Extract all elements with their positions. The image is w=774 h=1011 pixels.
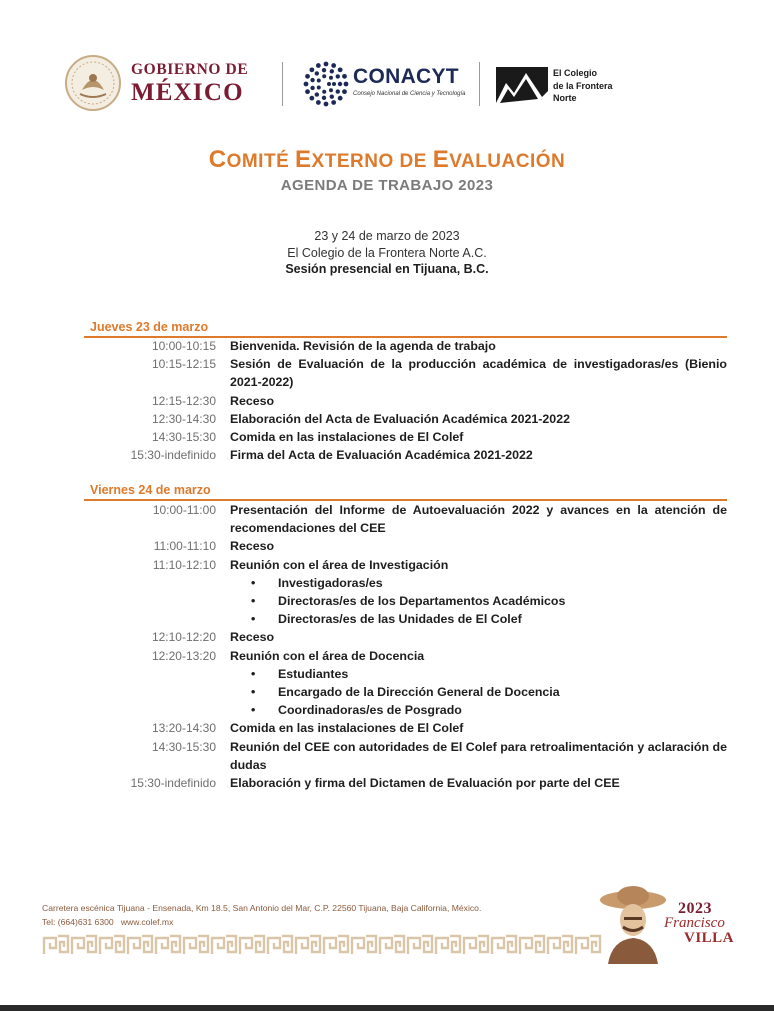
list-item: [251, 683, 727, 701]
header-logos: [0, 52, 774, 114]
list-item: [251, 610, 727, 628]
row-activity: Reunión con el área de Docencia: [230, 648, 425, 663]
day1-heading: Jueves 23 de marzo: [90, 320, 209, 334]
bullet-icon: •: [251, 575, 256, 590]
schedule-row: [84, 556, 727, 574]
colef-mountain-icon: [496, 67, 548, 103]
schedule-row: [84, 501, 727, 537]
day2-schedule: [84, 501, 727, 792]
row-activity: Elaboración del Acta de Evaluación Académica 2021-2022: [230, 411, 570, 426]
bullet-icon: •: [251, 666, 256, 681]
bullet-text: Encargado de la Dirección General de Docencia: [278, 685, 560, 700]
row-activity: Receso: [230, 393, 275, 408]
row-time: 14:30-15:30: [151, 739, 216, 754]
row-time: 12:30-14:30: [151, 411, 216, 426]
bullet-icon: •: [251, 612, 256, 627]
colef-line2: de la Frontera: [553, 80, 613, 91]
row-activity: Presentación del Informe de Autoevaluación 2022 y avances en la atención de recomendaciones del CEE: [230, 503, 727, 536]
row-time: 10:00-11:00: [152, 503, 216, 517]
conacyt-name: CONACYT: [353, 65, 459, 88]
row-activity: Reunión con el área de Investigación: [230, 557, 449, 572]
gobierno-line1: GOBIERNO DE: [131, 61, 249, 78]
footer-contact: [42, 917, 173, 927]
conacyt-subtitle: Consejo Nacional de Ciencia y Tecnología: [353, 91, 466, 97]
row-time: 12:20-13:20: [151, 648, 216, 663]
schedule-row: [84, 647, 727, 665]
bullet-icon: •: [251, 594, 256, 609]
schedule-row: [84, 337, 727, 355]
bullet-text: Directoras/es de las Unidades de El Colef: [278, 612, 522, 627]
row-activity: Comida en las instalaciones de El Colef: [230, 721, 464, 736]
page-subtitle: AGENDA DE TRABAJO 2023: [280, 177, 494, 194]
bullet-text: Investigadoras/es: [278, 575, 383, 590]
session-mode: Sesión presencial en Tijuana, B.C.: [285, 262, 489, 276]
colef-logo: [553, 67, 613, 105]
bullet-text: Directoras/es de los Departamentos Académicos: [278, 594, 566, 609]
schedule-row: [84, 410, 727, 428]
title-initial: E: [295, 146, 312, 173]
conacyt-logo: [353, 66, 466, 97]
schedule-row: [84, 628, 727, 646]
list-item: [251, 665, 727, 683]
bullet-text: Coordinadoras/es de Posgrado: [278, 703, 462, 718]
row-time: 13:20-14:30: [151, 721, 216, 736]
francisco-text: Francisco: [664, 915, 725, 931]
page-title: [0, 146, 774, 174]
row-time: 15:30-indefinido: [130, 776, 216, 791]
villa-text: VILLA: [684, 930, 735, 946]
row-activity: Bienvenida. Revisión de la agenda de trabajo: [230, 339, 496, 353]
title-word: DE: [399, 151, 427, 172]
row-activity: Sesión de Evaluación de la producción académica de investigadoras/es (Bienio 2021-2022): [230, 357, 727, 390]
day2-heading: Viernes 24 de marzo: [90, 483, 211, 497]
footer-phone: Tel: (664)631 6300: [42, 917, 114, 927]
row-time: 12:10-12:20: [151, 630, 216, 645]
title-word: VALUACIÓN: [449, 151, 566, 172]
greca-border-decoration: [42, 934, 602, 956]
bullet-text: Estudiantes: [278, 666, 349, 681]
bullet-icon: •: [251, 685, 256, 700]
row-activity: Comida en las instalaciones de El Colef: [230, 430, 464, 445]
list-item: [251, 701, 727, 719]
row-time: 10:00-10:15: [151, 339, 216, 353]
bottom-edge-bar: [0, 1005, 774, 1011]
gobierno-de-mexico-logo: [131, 62, 248, 105]
schedule-row: [84, 446, 727, 464]
session-details: [0, 228, 774, 278]
gobierno-line2: MÉXICO: [131, 78, 244, 106]
session-dates: 23 y 24 de marzo de 2023: [314, 229, 460, 243]
row-time: 15:30-indefinido: [130, 448, 216, 463]
session-institution: El Colegio de la Frontera Norte A.C.: [287, 245, 487, 260]
mexico-seal-icon: [64, 54, 122, 112]
bullet-icon: •: [251, 703, 256, 718]
row-time: 11:00-11:10: [153, 539, 216, 554]
row-activity: Reunión del CEE con autoridades de El Colef para retroalimentación y aclaración de dudas: [230, 739, 727, 772]
logo-divider: [282, 62, 283, 106]
title-word: OMITÉ: [226, 151, 290, 172]
schedule-row: [84, 774, 727, 792]
day1-schedule: [84, 337, 727, 464]
row-time: 14:30-15:30: [151, 430, 216, 445]
schedule-row: [84, 738, 727, 774]
year-2023-text: 2023: [678, 900, 712, 917]
conacyt-dots-icon: [302, 60, 350, 108]
list-item: [251, 574, 727, 592]
row-time: 12:15-12:30: [151, 393, 216, 408]
schedule-row: [84, 428, 727, 446]
schedule-row: [84, 355, 727, 391]
logo-divider: [479, 62, 480, 106]
colef-line1: El Colegio: [553, 68, 598, 78]
schedule-row: [84, 719, 727, 737]
schedule-row: [84, 392, 727, 410]
row-time: 10:15-12:15: [151, 357, 216, 372]
list-item: [251, 592, 727, 610]
row-activity: Receso: [230, 630, 275, 645]
row-activity: Elaboración y firma del Dictamen de Evaluación por parte del CEE: [230, 776, 620, 791]
title-word: XTERNO: [311, 151, 394, 172]
schedule-row: [84, 537, 727, 555]
colef-line3: Norte: [553, 93, 577, 103]
row-activity: Firma del Acta de Evaluación Académica 2021-2022: [230, 448, 533, 463]
title-initial: C: [208, 146, 227, 173]
row-activity: Receso: [230, 539, 275, 554]
row-time: 11:10-12:10: [152, 557, 216, 572]
title-initial: E: [432, 146, 450, 173]
footer-address: Carretera escénica Tijuana - Ensenada, Km 18.5, San Antonio del Mar, C.P. 22560 Tijuana, Baja California, México.: [42, 903, 482, 913]
footer-website-link[interactable]: www.colef.mx: [120, 917, 174, 927]
francisco-villa-portrait-icon: [598, 884, 668, 964]
